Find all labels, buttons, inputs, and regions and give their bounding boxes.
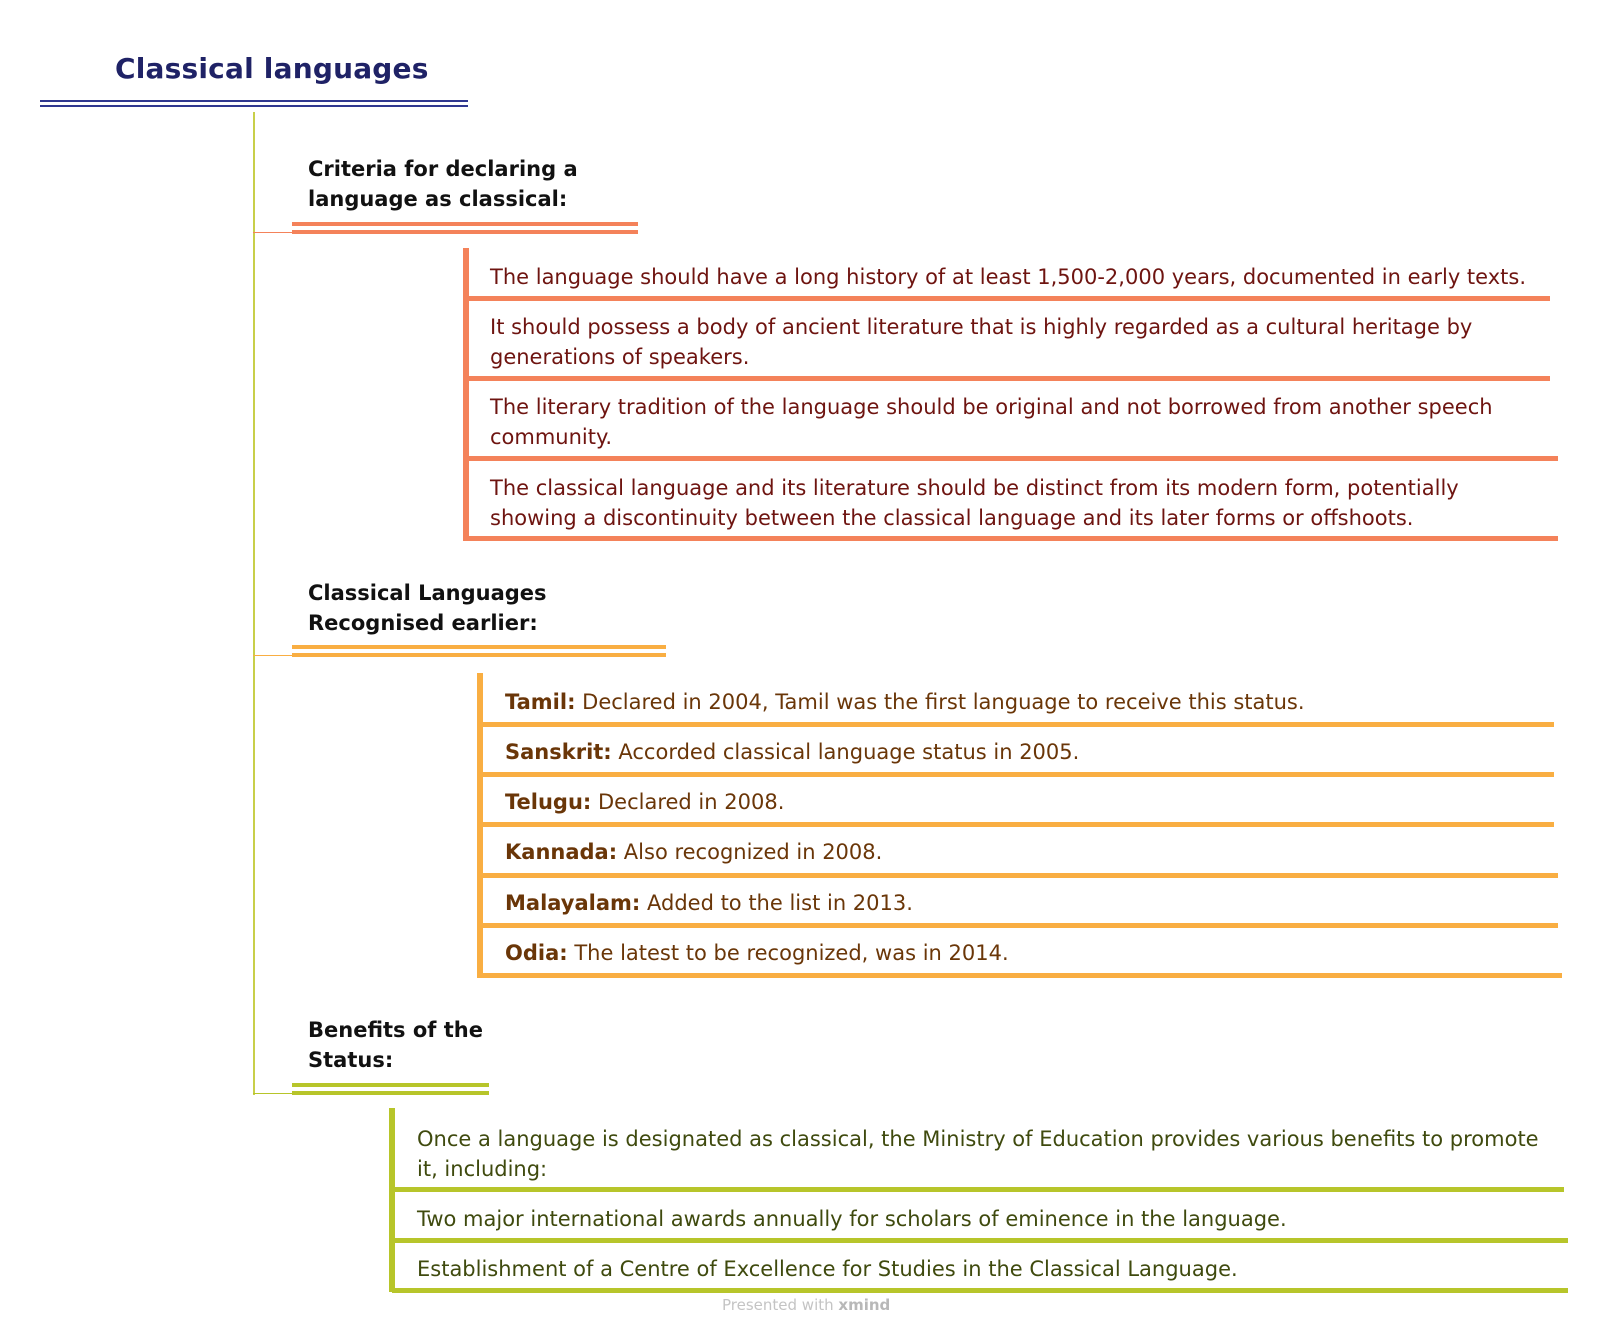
root-underline xyxy=(40,105,468,107)
item-separator xyxy=(480,873,1558,878)
item-separator xyxy=(466,456,1558,461)
item-separator xyxy=(466,296,1550,301)
topic-underline xyxy=(292,645,666,649)
topic-title-line: Benefits of the xyxy=(308,1018,483,1042)
topic-title-line: Criteria for declaring a xyxy=(308,157,578,181)
topic-underline xyxy=(292,653,666,657)
subtopic-bracket xyxy=(389,1108,395,1292)
criteria-item-3[interactable]: The literary tradition of the language should be original and not borrowed from another speech community. xyxy=(490,395,1493,449)
item-separator xyxy=(392,1187,1564,1192)
criteria-item-4[interactable]: The classical language and its literature should be distinct from its modern form, potentially showing a discontinuity between the classical language and its later forms or offshoots. xyxy=(490,476,1459,530)
benefit-item-1[interactable]: Once a language is designated as classical, the Ministry of Education provides various benefits to promote it, including: xyxy=(417,1127,1539,1181)
branch-connector-benefits xyxy=(253,1093,295,1094)
topic-underline xyxy=(292,1083,489,1087)
item-separator xyxy=(480,772,1554,777)
criteria-item-1[interactable]: The language should have a long history of at least 1,500-2,000 years, documented in early texts. xyxy=(490,265,1526,289)
benefit-item-3[interactable]: Establishment of a Centre of Excellence for Studies in the Classical Language. xyxy=(417,1257,1238,1281)
language-item-telugu[interactable]: Telugu: Declared in 2008. xyxy=(505,790,785,814)
topic-underline xyxy=(292,222,638,226)
topic-underline xyxy=(292,230,638,234)
item-separator xyxy=(480,973,1562,978)
item-separator xyxy=(392,1238,1568,1243)
topic-title-line: Classical Languages xyxy=(308,581,547,605)
item-separator xyxy=(466,536,1558,541)
topic-title-line: Status: xyxy=(308,1048,394,1072)
item-separator xyxy=(392,1288,1568,1293)
mindmap-trunk xyxy=(253,112,255,1095)
topic-title-line: language as classical: xyxy=(308,187,568,211)
language-item-malayalam[interactable]: Malayalam: Added to the list in 2013. xyxy=(505,891,913,915)
branch-connector-criteria xyxy=(253,232,295,233)
language-item-sanskrit[interactable]: Sanskrit: Accorded classical language status in 2005. xyxy=(505,740,1080,764)
topic-recognised-languages[interactable] xyxy=(308,578,547,638)
root-underline xyxy=(40,100,468,102)
language-item-odia[interactable]: Odia: The latest to be recognized, was in 2014. xyxy=(505,941,1009,965)
branch-connector-languages xyxy=(253,655,295,656)
item-separator xyxy=(480,923,1558,928)
item-separator xyxy=(466,376,1550,381)
language-item-kannada[interactable]: Kannada: Also recognized in 2008. xyxy=(505,840,883,864)
root-title[interactable]: Classical languages xyxy=(115,52,429,85)
xmind-watermark: Presented with xmind xyxy=(722,1296,891,1314)
item-separator xyxy=(480,822,1554,827)
item-separator xyxy=(480,722,1554,727)
subtopic-bracket xyxy=(463,248,469,541)
criteria-item-2[interactable]: It should possess a body of ancient literature that is highly regarded as a cultural heritage by generations of speakers. xyxy=(490,315,1473,369)
topic-benefits[interactable] xyxy=(308,1015,483,1075)
topic-criteria[interactable] xyxy=(308,154,578,214)
benefit-item-2[interactable]: Two major international awards annually for scholars of eminence in the language. xyxy=(417,1207,1287,1231)
topic-underline xyxy=(292,1091,489,1095)
topic-title-line: Recognised earlier: xyxy=(308,611,538,635)
language-item-tamil[interactable]: Tamil: Declared in 2004, Tamil was the first language to receive this status. xyxy=(505,690,1305,714)
